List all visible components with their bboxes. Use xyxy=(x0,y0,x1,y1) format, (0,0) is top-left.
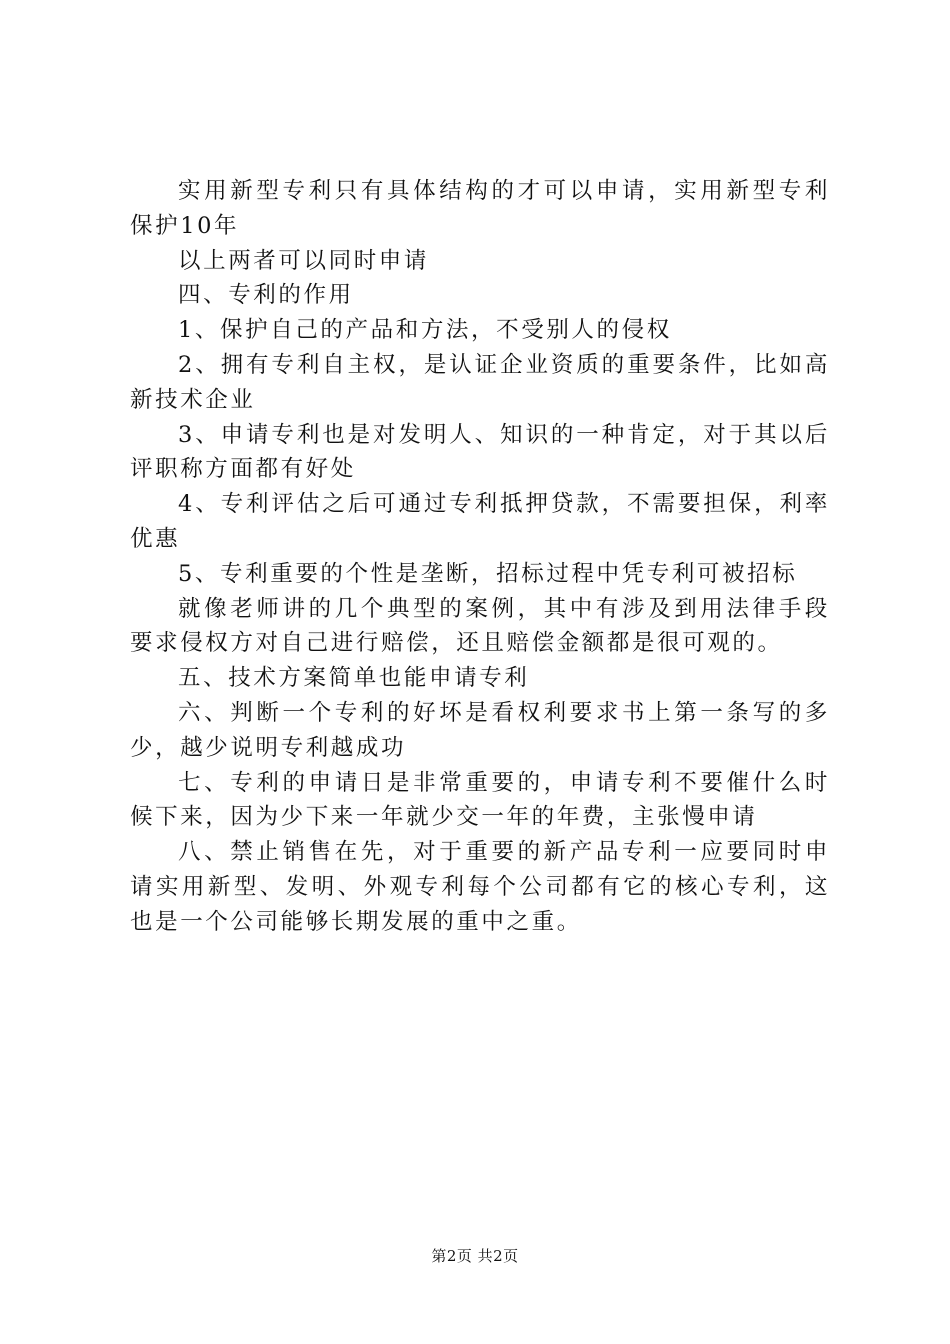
list-item: 1、保护自己的产品和方法，不受别人的侵权 xyxy=(178,317,672,344)
section-heading: 八、禁止销售在先，对于重要的新产品专利一应要同时申请实用新型、发明、外观专利每个公司都有它的核心专利，这也是一个公司能够长期发展的重中之重。 xyxy=(130,839,830,935)
document-body xyxy=(130,174,830,940)
section-heading: 七、专利的申请日是非常重要的，申请专利不要催什么时候下来，因为少下来一年就少交一年的年费，主张慢申请 xyxy=(130,769,830,831)
list-item: 4、专利评估之后可通过专利抵押贷款，不需要担保，利率优惠 xyxy=(130,491,830,552)
paragraph: 实用新型专利只有具体结构的才可以申请，实用新型专利保护10年 xyxy=(130,178,830,239)
section-heading: 五、技术方案简单也能申请专利 xyxy=(178,665,530,692)
section-heading: 四、专利的作用 xyxy=(178,282,354,309)
page-number: 第2页 共2页 xyxy=(431,1247,519,1265)
list-item: 2、拥有专利自主权，是认证企业资质的重要条件，比如高新技术企业 xyxy=(130,351,830,413)
list-item: 5、专利重要的个性是垄断，招标过程中凭专利可被招标 xyxy=(178,560,798,587)
paragraph: 就像老师讲的几个典型的案例，其中有涉及到用法律手段要求侵权方对自己进行赔偿，还且赔偿金额都是很可观的。 xyxy=(130,595,830,657)
page-footer xyxy=(0,1246,950,1266)
section-heading: 六、判断一个专利的好坏是看权利要求书上第一条写的多少，越少说明专利越成功 xyxy=(130,699,830,761)
list-item: 3、申请专利也是对发明人、知识的一种肯定，对于其以后评职称方面都有好处 xyxy=(130,421,830,483)
paragraph: 以上两者可以同时申请 xyxy=(178,247,430,274)
